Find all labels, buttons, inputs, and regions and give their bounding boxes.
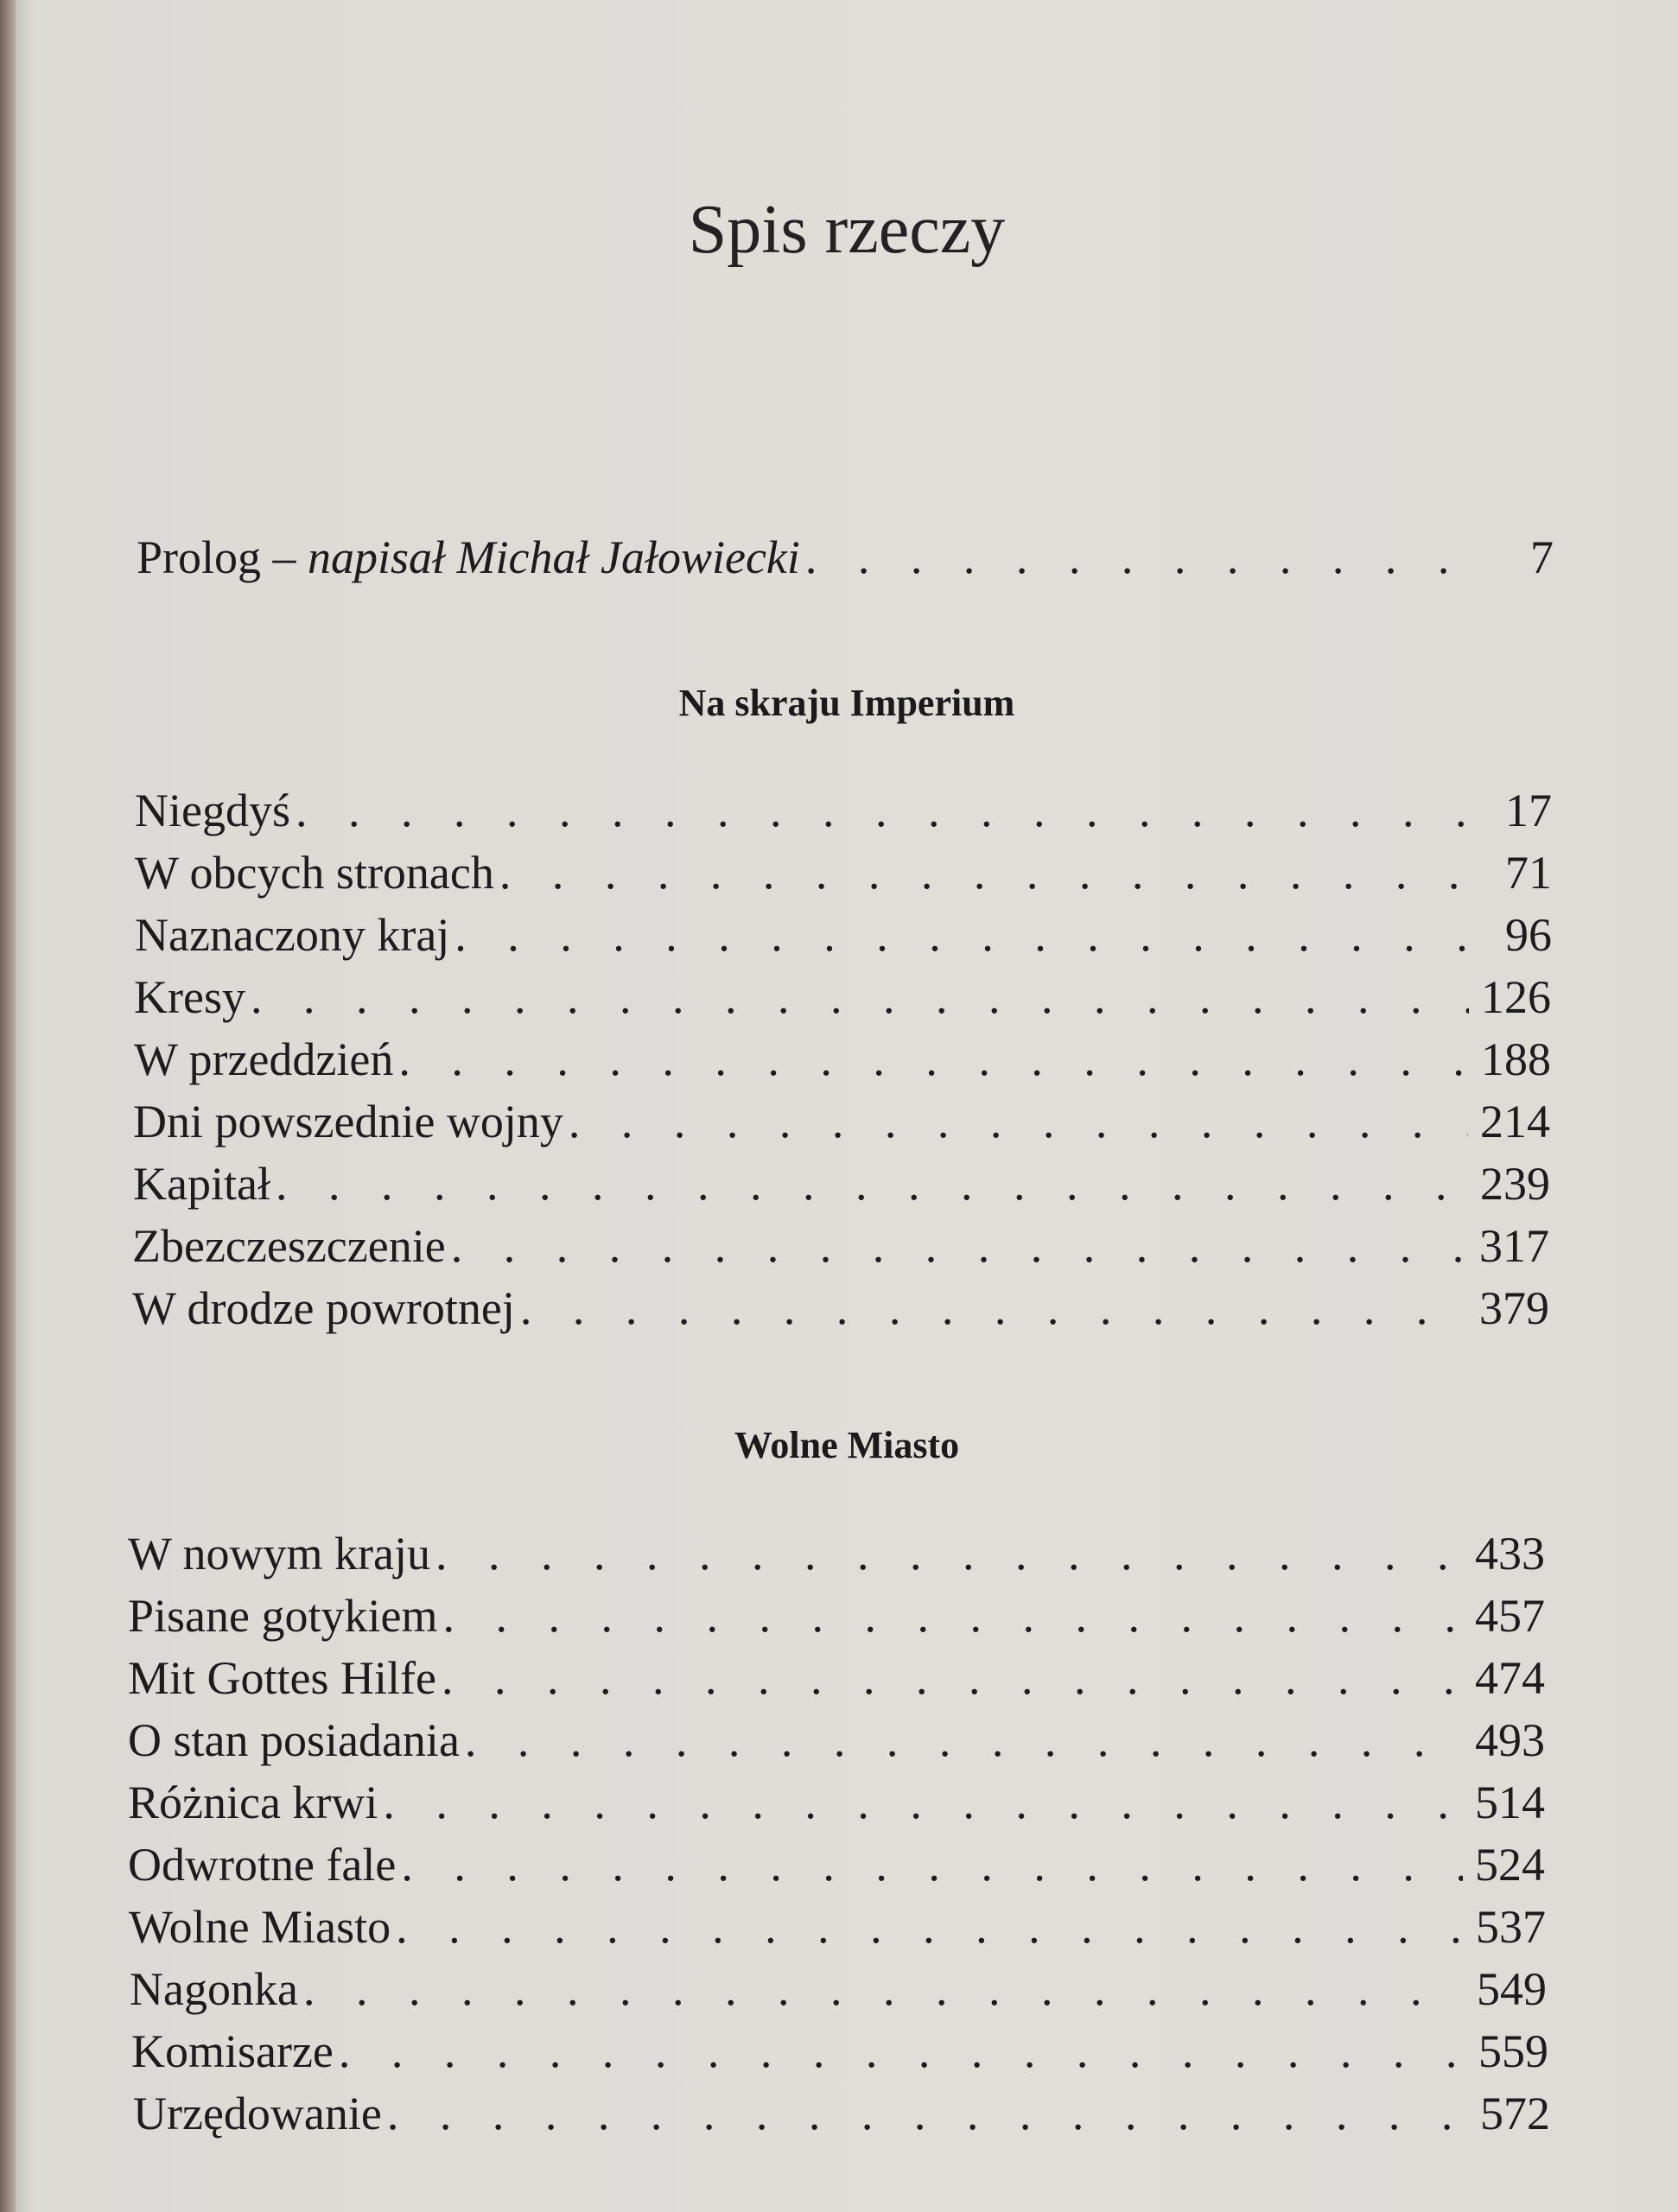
toc-entry-page: 537	[1476, 1901, 1546, 1953]
dot-leader	[451, 1217, 1467, 1274]
toc-entry	[130, 1961, 1547, 2018]
toc-entry	[128, 1649, 1545, 1707]
toc-entry-label: Niegdyś	[135, 785, 290, 836]
page-title: Spis rzeczy	[688, 192, 1006, 268]
toc-entry	[128, 1587, 1545, 1644]
toc-entry-label: Pisane gotykiem	[128, 1590, 438, 1642]
book-spine-shadow	[0, 0, 16, 2212]
toc-entry	[132, 1217, 1549, 1274]
toc-entry	[135, 906, 1552, 963]
toc-entry-page: 433	[1475, 1528, 1545, 1580]
dot-leader	[499, 844, 1488, 901]
toc-entry-page: 126	[1481, 971, 1551, 1023]
toc-entry-label: Urzędowanie	[133, 2088, 382, 2139]
toc-entry	[134, 969, 1551, 1026]
toc-entry	[135, 782, 1552, 839]
toc-entry-page: 457	[1475, 1590, 1545, 1642]
dot-leader	[387, 2085, 1468, 2142]
toc-entry	[133, 2085, 1550, 2142]
dot-leader	[442, 1587, 1463, 1644]
toc-entry-label: Mit Gottes Hilfe	[128, 1652, 436, 1704]
toc-entry-label: W przeddzień	[134, 1033, 394, 1085]
toc-entry-page: 188	[1481, 1033, 1551, 1085]
toc-entry-page: 524	[1475, 1839, 1545, 1891]
toc-entry	[134, 1031, 1551, 1088]
dot-leader	[401, 1836, 1463, 1893]
toc-entry-label: Różnica krwi	[128, 1777, 378, 1828]
toc-entry-page: 239	[1480, 1158, 1550, 1210]
dot-leader	[383, 1774, 1463, 1831]
toc-entry-label: Wolne Miasto	[129, 1901, 391, 1953]
dot-leader	[569, 1093, 1468, 1150]
toc-entry-label: Kapitał	[133, 1158, 270, 1210]
dot-leader	[296, 782, 1488, 839]
toc-entry-label: W drodze powrotnej	[132, 1282, 515, 1334]
toc-entry-label: Kresy	[134, 971, 245, 1023]
toc-entry-label: Prolog – napisał Michał Jałowiecki	[137, 531, 800, 583]
toc-entry-label: Dni powszednie wojny	[133, 1096, 563, 1147]
dot-leader	[339, 2023, 1466, 2080]
toc-entry	[133, 1093, 1550, 1150]
dot-leader	[435, 1525, 1463, 1582]
toc-entry-page: 493	[1475, 1714, 1545, 1766]
toc-entry-page: 559	[1478, 2025, 1548, 2077]
toc-entry-label: Komisarze	[131, 2025, 334, 2077]
dot-leader	[303, 1961, 1465, 2018]
toc-entry-page: 214	[1480, 1096, 1550, 1147]
toc-entry-page: 17	[1505, 785, 1552, 836]
toc-entry	[135, 844, 1552, 901]
toc-entry	[131, 2023, 1548, 2080]
toc-entry-label: W nowym kraju	[128, 1528, 430, 1580]
toc-entry-page: 317	[1479, 1220, 1549, 1272]
toc-entry-label: Odwrotne fale	[128, 1839, 397, 1891]
toc-entry-label: Nagonka	[130, 1963, 298, 2015]
toc-entry-page: 572	[1480, 2088, 1550, 2139]
toc-entry	[132, 1280, 1549, 1337]
toc-entry-label: Zbezczeszczenie	[132, 1220, 446, 1272]
dot-leader	[276, 1155, 1468, 1212]
toc-entry-page: 514	[1475, 1777, 1545, 1828]
toc-entry-label: Naznaczony kraj	[135, 909, 450, 961]
toc-entry	[128, 1525, 1545, 1582]
toc-entry-page: 96	[1505, 909, 1552, 961]
toc-entry	[129, 1898, 1546, 1955]
toc-entry-prolog	[137, 529, 1554, 586]
toc-entry-page: 379	[1479, 1282, 1549, 1334]
dot-leader	[396, 1898, 1464, 1955]
toc-entry	[133, 1155, 1550, 1212]
toc-entry	[128, 1774, 1545, 1831]
toc-entry	[128, 1712, 1545, 1769]
toc-entry	[128, 1836, 1545, 1893]
book-page	[16, 0, 1678, 2212]
prolog-author: napisał Michał Jałowiecki	[308, 531, 800, 583]
toc-entry-page: 7	[1530, 531, 1554, 583]
section-heading: Na skraju Imperium	[678, 682, 1015, 724]
toc-entry-page: 549	[1477, 1963, 1547, 2015]
dot-leader	[251, 969, 1469, 1026]
toc-entry-label: O stan posiadania	[128, 1714, 460, 1766]
toc-entry-page: 474	[1475, 1652, 1545, 1704]
dot-leader	[805, 529, 1490, 586]
toc-entry-page: 71	[1505, 847, 1552, 899]
section-heading: Wolne Miasto	[734, 1424, 960, 1466]
dot-leader	[454, 906, 1488, 963]
dot-leader	[520, 1280, 1467, 1337]
toc-entry-label: W obcych stronach	[135, 847, 494, 899]
dot-leader	[398, 1031, 1469, 1088]
dot-leader	[442, 1649, 1463, 1707]
dot-leader	[465, 1712, 1463, 1769]
